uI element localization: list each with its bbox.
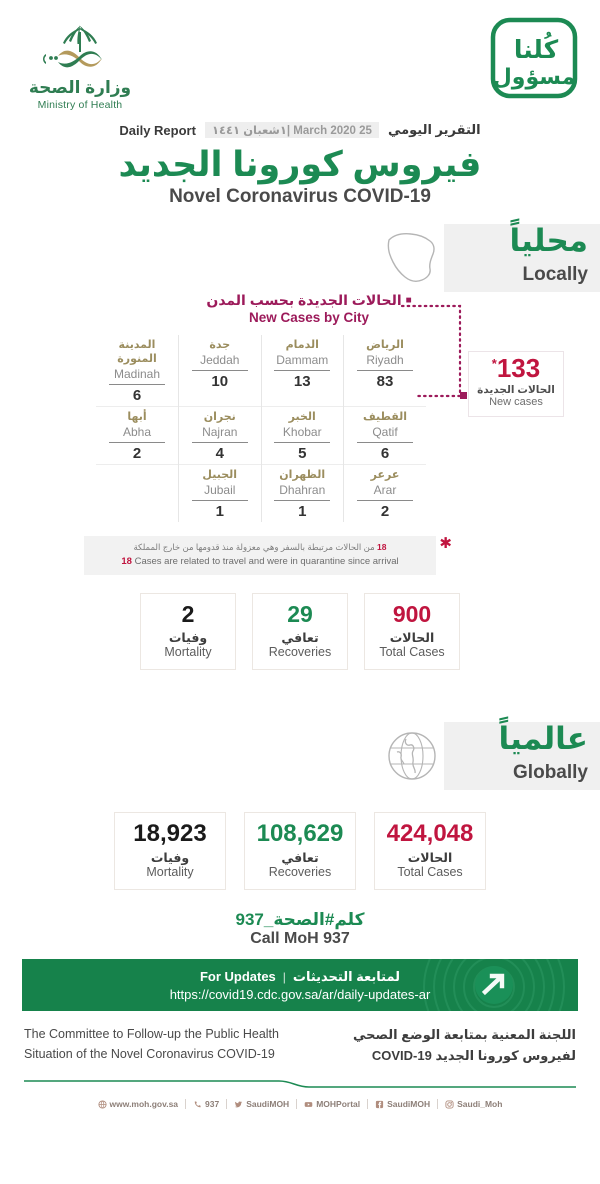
city-name-en: Dammam (276, 353, 329, 368)
locally-band (444, 224, 600, 292)
stat-mortality-global (114, 812, 226, 890)
city-cell-jubail (179, 465, 262, 523)
committee-en-line1: The Committee to Follow-up the Public Health (24, 1027, 279, 1042)
title-bullet-icon: ■ (405, 295, 412, 307)
locally-heading-ar: محلياً (509, 223, 588, 259)
city-name-ar: الظهران (279, 469, 326, 482)
cases-title (0, 292, 600, 325)
stat-recoveries-local (252, 593, 348, 670)
report-date (205, 122, 379, 138)
city-cell-abha (96, 407, 179, 465)
new-cases-label-en: New cases (489, 396, 543, 409)
footer-label: SaudiMOH (246, 1099, 290, 1109)
kulluna-masoul-logo (486, 16, 582, 104)
cell-divider (274, 370, 330, 371)
stat-label-en: Mortality (146, 865, 194, 880)
city-case-count: 2 (132, 445, 142, 463)
committee-text-ar (353, 1025, 576, 1067)
city-name-ar: المدينة المنورة (117, 339, 157, 366)
globe-icon (380, 724, 444, 788)
city-cell-dhahran (261, 465, 344, 523)
stat-label-en: Mortality (164, 645, 212, 660)
cell-divider (357, 442, 413, 443)
locally-heading-en: Locally (522, 264, 588, 286)
city-case-count: 10 (211, 373, 229, 391)
stat-value: 108,629 (256, 820, 344, 848)
call-moh-en: Call MoH 937 (250, 930, 350, 948)
stat-value: 900 (392, 601, 432, 628)
page-title-en: Novel Coronavirus COVID-19 (169, 186, 431, 208)
stat-value: 424,048 (386, 820, 474, 848)
travel-note-ar (92, 541, 428, 554)
stat-total-cases-global (374, 812, 486, 890)
cases-title-ar (18, 292, 600, 309)
city-case-count: 13 (293, 373, 311, 391)
cell-divider (109, 384, 165, 385)
campaign-badge-icon (486, 16, 582, 104)
updates-label-ar: لمتابعة التحديثات (292, 968, 401, 984)
city-case-count: 1 (215, 503, 224, 521)
travel-note-count-ar: 18 (377, 542, 387, 553)
city-cell-dammam (261, 335, 344, 406)
stat-label-en: Total Cases (397, 865, 463, 880)
phone-icon (193, 1100, 202, 1109)
cell-divider (109, 442, 165, 443)
cell-divider (274, 500, 330, 501)
note-asterisk-icon: ✱ (439, 535, 452, 553)
travel-note-text-ar: من الحالات مرتبطة بالسفر وهي معزولة منذ قدومها من خارج المملكة (133, 542, 375, 553)
page-title-ar: فيروس كورونا الجديد (118, 145, 482, 184)
new-cases-number: 133 (496, 353, 541, 384)
saudi-map-icon (380, 226, 444, 290)
city-name-ar: أبها (127, 411, 147, 424)
ministry-name-ar: وزارة الصحة (28, 78, 132, 97)
footer-label: 937 (205, 1099, 220, 1109)
globally-heading-ar: عالمياً (498, 721, 588, 757)
footer-divider (24, 1077, 576, 1091)
stat-value: 29 (287, 601, 313, 628)
footer-item-facebook[interactable] (367, 1099, 437, 1109)
updates-label-en: For Updates (199, 969, 276, 985)
city-cell-madinah (96, 335, 179, 406)
section-heading-locally (0, 224, 600, 298)
youtube-icon (304, 1100, 313, 1109)
new-cases-label-ar: الحالات الجديدة (477, 384, 555, 397)
table-row (96, 335, 426, 406)
date-hijri: ١شعبان ١٤٤١ (211, 125, 287, 137)
travel-note-text-en: Cases are related to travel and were in quarantine since arrival (134, 556, 399, 568)
committee-ar-line2: لفيروس كورونا الجديد COVID-19 (371, 1048, 576, 1064)
cases-title-en: New Cases by City (248, 310, 370, 326)
stat-label-ar: وفيات (150, 851, 190, 866)
globally-band (444, 722, 600, 790)
city-name-ar: الرياض (366, 339, 404, 352)
cell-divider (192, 370, 248, 371)
city-case-count: 2 (380, 503, 390, 521)
city-name-en: Arar (373, 483, 397, 498)
globally-heading-en: Globally (513, 762, 588, 784)
city-name-ar: الجبيل (202, 469, 238, 482)
ministry-of-health-logo (18, 22, 142, 111)
city-case-count: 1 (298, 503, 307, 521)
ministry-name-en: Ministry of Health (37, 98, 123, 111)
city-cell-khobar (261, 407, 344, 465)
stat-value: 2 (181, 601, 195, 628)
city-name-ar: نجران (203, 411, 236, 424)
city-name-en: Qatif (372, 424, 398, 439)
globe-icon (98, 1100, 107, 1109)
call-moh-block (0, 910, 600, 948)
footer-item-instagram[interactable] (437, 1099, 509, 1109)
city-case-count: 6 (380, 445, 390, 463)
new-cases-value (469, 353, 563, 384)
cases-title-ar-text: الحالات الجديدة بحسب المدن (206, 292, 402, 309)
footnote-star: * (491, 356, 497, 372)
travel-note-en (92, 554, 428, 569)
city-name-ar: القطيف (362, 411, 408, 424)
city-name-en: Khobar (282, 424, 322, 439)
city-name-ar: جدة (209, 339, 231, 352)
cell-divider (192, 442, 248, 443)
city-case-count: 5 (298, 445, 307, 463)
footer-item-twitter[interactable] (226, 1099, 296, 1109)
city-case-count: 83 (376, 373, 394, 391)
date-gregorian: 25 March 2020 (293, 125, 372, 137)
city-cell-jeddah (179, 335, 262, 406)
cell-divider (192, 500, 248, 501)
footer-item-youtube[interactable] (296, 1099, 367, 1109)
city-case-count: 4 (215, 445, 224, 463)
instagram-icon (445, 1100, 454, 1109)
title-block (0, 122, 600, 208)
city-name-en: Najran (202, 424, 238, 439)
stat-label-en: Total Cases (379, 645, 445, 660)
date-separator: | (286, 125, 291, 137)
updates-bar[interactable] (22, 959, 578, 1011)
updates-separator: | (282, 969, 286, 984)
city-name-ar: الخبر (288, 411, 316, 424)
date-row (0, 122, 600, 138)
table-row (96, 407, 426, 465)
stat-label-ar: الحالات (389, 631, 435, 646)
city-name-en: Jubail (204, 483, 236, 498)
stat-label-ar: تعافي (281, 631, 319, 646)
new-cases-total-box (468, 351, 564, 417)
footer-label: SaudiMOH (387, 1099, 431, 1109)
city-name-ar: الدمام (285, 339, 319, 352)
city-name-en: Riyadh (366, 353, 404, 368)
stat-label-ar: وفيات (168, 631, 208, 646)
committee-en-line2: Situation of the Novel Coronavirus COVID-19 (24, 1046, 275, 1061)
city-name-en: Jeddah (200, 353, 240, 368)
footer-item-phone[interactable] (185, 1099, 226, 1109)
committee-block (24, 1025, 576, 1067)
local-stats-row (0, 593, 600, 670)
stat-total-cases-local (364, 593, 460, 670)
footer-label: Saudi_Moh (457, 1099, 503, 1109)
call-moh-ar: كلم#الصحة_937 (235, 910, 365, 930)
city-name-en: Madinah (113, 366, 161, 381)
twitter-icon (234, 1100, 243, 1109)
table-row (96, 465, 426, 523)
city-name-ar: عرعر (370, 469, 400, 482)
footer-item-website[interactable] (91, 1099, 185, 1109)
committee-text-en (24, 1025, 279, 1064)
updates-label-row (200, 969, 400, 985)
footer-label: MOHPortal (316, 1099, 361, 1109)
arrow-up-right-icon (468, 959, 520, 1011)
footer-social-row (0, 1099, 600, 1109)
city-cases-table (96, 335, 426, 522)
new-cases-by-city-section (0, 292, 600, 522)
cell-divider (274, 442, 330, 443)
city-cell-najran (179, 407, 262, 465)
travel-quarantine-note (84, 535, 452, 575)
stat-recoveries-global (244, 812, 356, 890)
city-cell-arar (344, 465, 427, 523)
section-heading-globally (0, 722, 600, 796)
stat-label-en: Recoveries (268, 865, 332, 880)
stat-label-ar: الحالات (407, 851, 453, 866)
report-label-ar: التقرير اليومي (387, 122, 481, 137)
city-cell-qatif (344, 407, 427, 465)
city-name-en: Abha (122, 424, 152, 439)
city-name-en: Dhahran (279, 483, 326, 498)
facebook-icon (375, 1100, 384, 1109)
svg-text:مسؤول: مسؤول (492, 65, 576, 90)
global-stats-row (0, 812, 600, 890)
travel-note-count-en: 18 (121, 556, 132, 568)
city-case-count: 6 (132, 387, 142, 405)
stat-value: 18,923 (133, 820, 207, 848)
report-label-en: Daily Report (119, 122, 196, 138)
moh-emblem-icon (18, 22, 142, 78)
stat-label-ar: تعافي (281, 851, 319, 866)
svg-text:كُلنا: كُلنا (513, 35, 559, 64)
updates-url[interactable]: https://covid19.cdc.gov.sa/ar/daily-updates-ar (169, 986, 431, 1002)
stat-label-en: Recoveries (268, 645, 332, 660)
page-header (0, 0, 600, 118)
footer-label: www.moh.gov.sa (109, 1099, 179, 1109)
cell-divider (357, 500, 413, 501)
committee-ar-line1: اللجنة المعنية بمتابعة الوضع الصحي (352, 1027, 576, 1043)
stat-mortality-local (140, 593, 236, 670)
